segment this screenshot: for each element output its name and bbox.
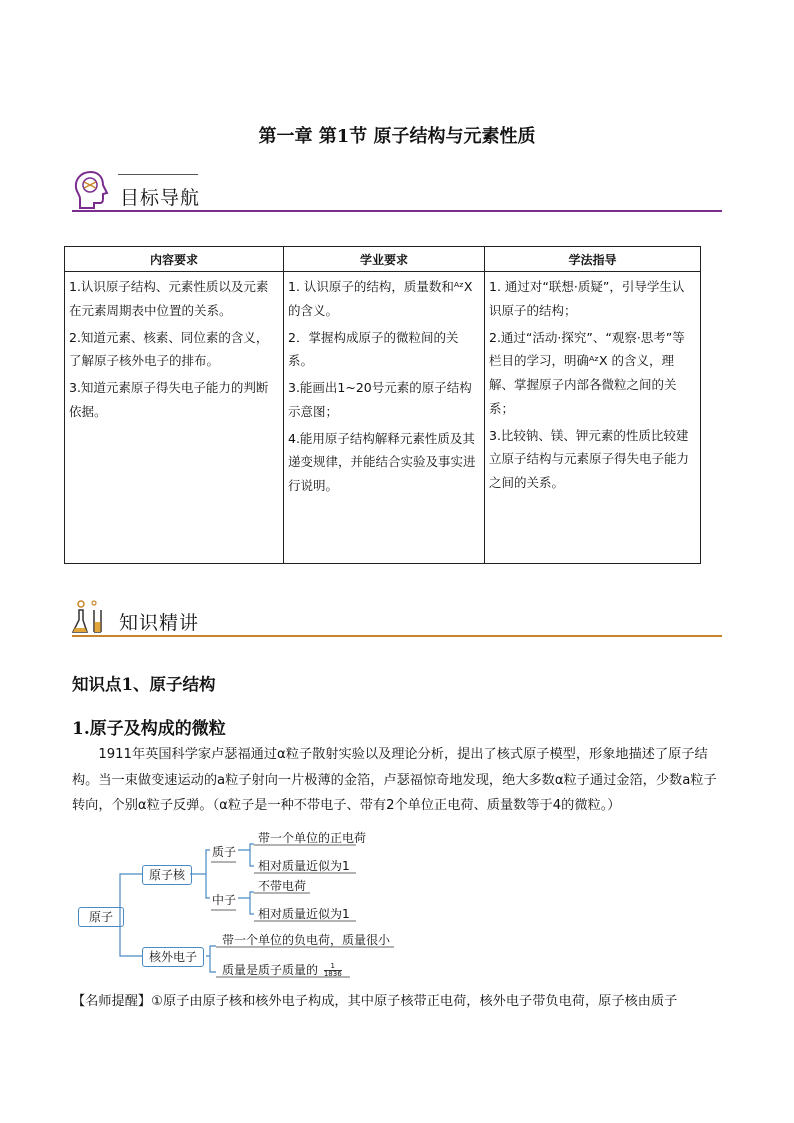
academic-requirements-cell xyxy=(284,272,485,564)
list-item: 2.通过“活动·探究”、“观察·思考”等栏目的学习，明确ᴬᶻX 的含义，理解、掌握原子内部各微粒之间的关系； xyxy=(489,329,685,416)
table-header: 学法指导 xyxy=(485,247,701,272)
neutron-charge-text: 不带电荷 xyxy=(258,879,307,893)
list-item: 2.知道元素、核素、同位素的含义，了解原子核外电子的排布。 xyxy=(69,329,269,369)
knowledge-point-heading: 知识点1、原子结构 xyxy=(72,675,216,694)
electron-charge-text: 带一个单位的负电荷，质量很小 xyxy=(222,933,391,947)
list-item: 3.能画出1~20号元素的原子结构示意图； xyxy=(288,380,472,419)
section-title-goal: 目标导航 xyxy=(120,187,201,209)
body-paragraph: 1911年英国科学家卢瑟福通过α粒子散射实验以及理论分析，提出了核式原子模型，形象地描述了原子结构。当一束做变速运动的a粒子射向一片极薄的金箔，卢瑟福惊奇地发现，绝大多数α粒子通过金箔，少数a粒子转向，个别α粒子反弹。（α粒子是一种不带电子、带有2个单位正电荷、质量数等于4的微粒。） xyxy=(72,747,717,813)
list-item: 1.认识原子结构、元素性质以及元素在元素周期表中位置的关系。 xyxy=(69,279,269,318)
teacher-tip: 【名师提醒】①原子由原子核和核外电子构成，其中原子核带正电荷，核外电子带负电荷，原子核由质子 xyxy=(72,994,678,1009)
subsection-heading: 1.原子及构成的微粒 xyxy=(72,719,226,739)
requirements-table xyxy=(64,246,701,564)
fraction-denominator: 1836 xyxy=(323,970,342,978)
neutron-label: 中子 xyxy=(212,893,237,907)
list-item: 2．掌握构成原子的微粒间的关系。 xyxy=(288,329,459,369)
study-guidance-cell xyxy=(485,272,701,564)
page-title: 第一章 第1节 原子结构与元素性质 xyxy=(258,126,536,147)
proton-mass-text: 相对质量近似为1 xyxy=(258,859,350,873)
list-item: 3.知道元素原子得失电子能力的判断依据。 xyxy=(69,380,269,419)
electron-node: 核外电子 xyxy=(142,947,204,967)
table-header: 内容要求 xyxy=(65,247,284,272)
content-requirements-cell xyxy=(65,272,284,564)
section-title-knowledge: 知识精讲 xyxy=(119,612,200,634)
list-item: 4.能用原子结构解释元素性质及其递变规律，并能结合实验及事实进行说明。 xyxy=(288,430,476,493)
proton-charge-text: 带一个单位的正电荷 xyxy=(258,831,367,845)
fraction xyxy=(324,963,342,978)
goal-divider xyxy=(72,210,722,212)
electron-mass-text xyxy=(222,961,342,978)
table-header: 学业要求 xyxy=(284,247,485,272)
brain-icon xyxy=(72,170,110,210)
list-item: 3.比较钠、镁、钾元素的性质比较建立原子结构与元素原子得失电子能力之间的关系。 xyxy=(489,427,690,490)
neutron-mass-text: 相对质量近似为1 xyxy=(258,907,350,921)
atom-node: 原子 xyxy=(78,907,124,927)
list-item: 1. 通过对“联想·质疑”，引导学生认识原子的结构； xyxy=(489,279,685,318)
nucleus-node: 原子核 xyxy=(142,865,192,885)
knowledge-divider xyxy=(72,635,722,637)
proton-label: 质子 xyxy=(212,845,237,859)
electron-mass-label: 质量是质子质量的 xyxy=(222,963,319,977)
list-item: 1. 认识原子的结构，质量数和ᴬᶻX 的含义。 xyxy=(288,279,473,318)
goal-top-rule xyxy=(118,174,198,175)
fraction-numerator: 1 xyxy=(324,963,342,971)
flask-icon xyxy=(70,598,110,636)
